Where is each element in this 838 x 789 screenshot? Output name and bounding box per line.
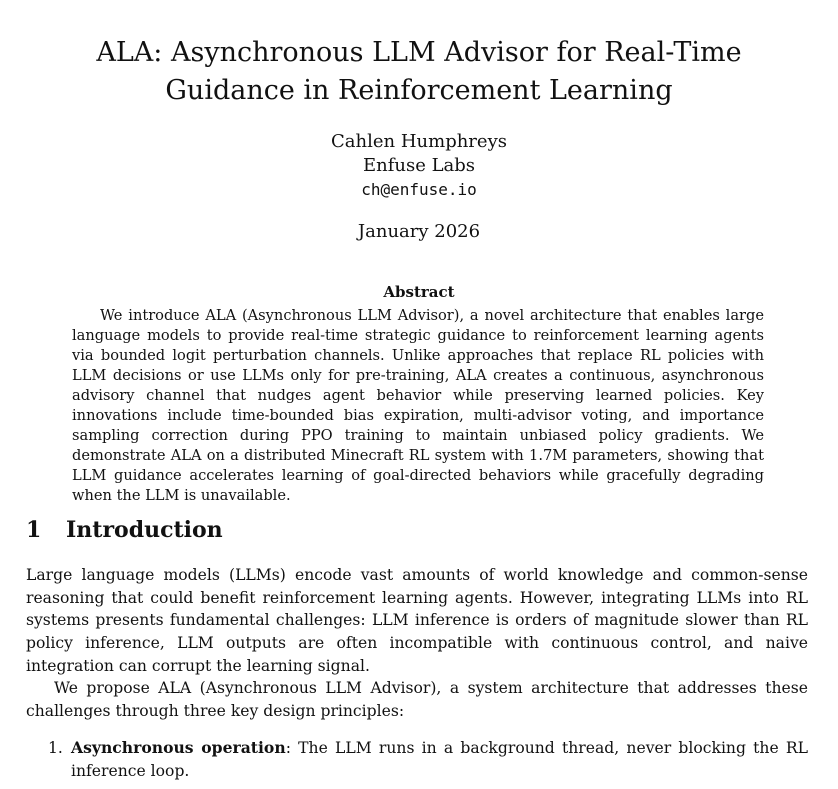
section-title: Introduction: [66, 517, 223, 543]
author-email: ch@enfuse.io: [361, 180, 477, 199]
list-item-text: : The LLM runs in a background thread, never blocking the RL inference loop.: [71, 739, 809, 780]
intro-paragraph-1: Large language models (LLMs) encode vast amounts of world knowledge and common-sense reasoning that could benefit reinforcement learning agents. However, integrating LLMs into RL systems presents fundamental challenges: LLM inference is orders of magnitude slower than RL policy inference, LLM outputs are often incompatible with continuous control, and naive integration can corrupt the learning signal.: [26, 566, 808, 675]
abstract-heading: Abstract: [383, 283, 455, 301]
paper-date: January 2026: [357, 221, 481, 242]
list-item-marker: 1.: [48, 739, 63, 757]
list-item: [26, 737, 808, 782]
abstract-text: We introduce ALA (Asynchronous LLM Advisor), a novel architecture that enables large language models to provide real-time strategic guidance to reinforcement learning agents via bounded logit perturbation channels. Unlike approaches that replace RL policies with LLM decisions or use LLMs only for pre-training, ALA creates a continuous, asynchronous advisory channel that nudges agent behavior while preserving learned policies. Key innovations include time-bounded bias expiration, multi-advisor voting, and importance sampling correction during PPO training to maintain unbiased policy gradients. We demonstrate ALA on a distributed Minecraft RL system with 1.7M parameters, showing that LLM guidance accelerates learning of goal-directed behaviors while gracefully degrading when the LLM is unavailable.: [72, 307, 764, 504]
author-block: [0, 130, 838, 202]
list-item-term: Asynchronous operation: [71, 738, 286, 757]
section-number: 1: [26, 517, 42, 543]
section-heading-introduction: [26, 515, 223, 545]
list-item-body: [71, 737, 808, 782]
intro-paragraph-2: We propose ALA (Asynchronous LLM Advisor), a system architecture that addresses these challenges through three key design principles:: [26, 679, 808, 720]
author-affiliation: Enfuse Labs: [362, 155, 476, 176]
paper-title: ALA: Asynchronous LLM Advisor for Real-Time Guidance in Reinforcement Learning: [96, 37, 742, 106]
author-name: Cahlen Humphreys: [331, 131, 507, 152]
